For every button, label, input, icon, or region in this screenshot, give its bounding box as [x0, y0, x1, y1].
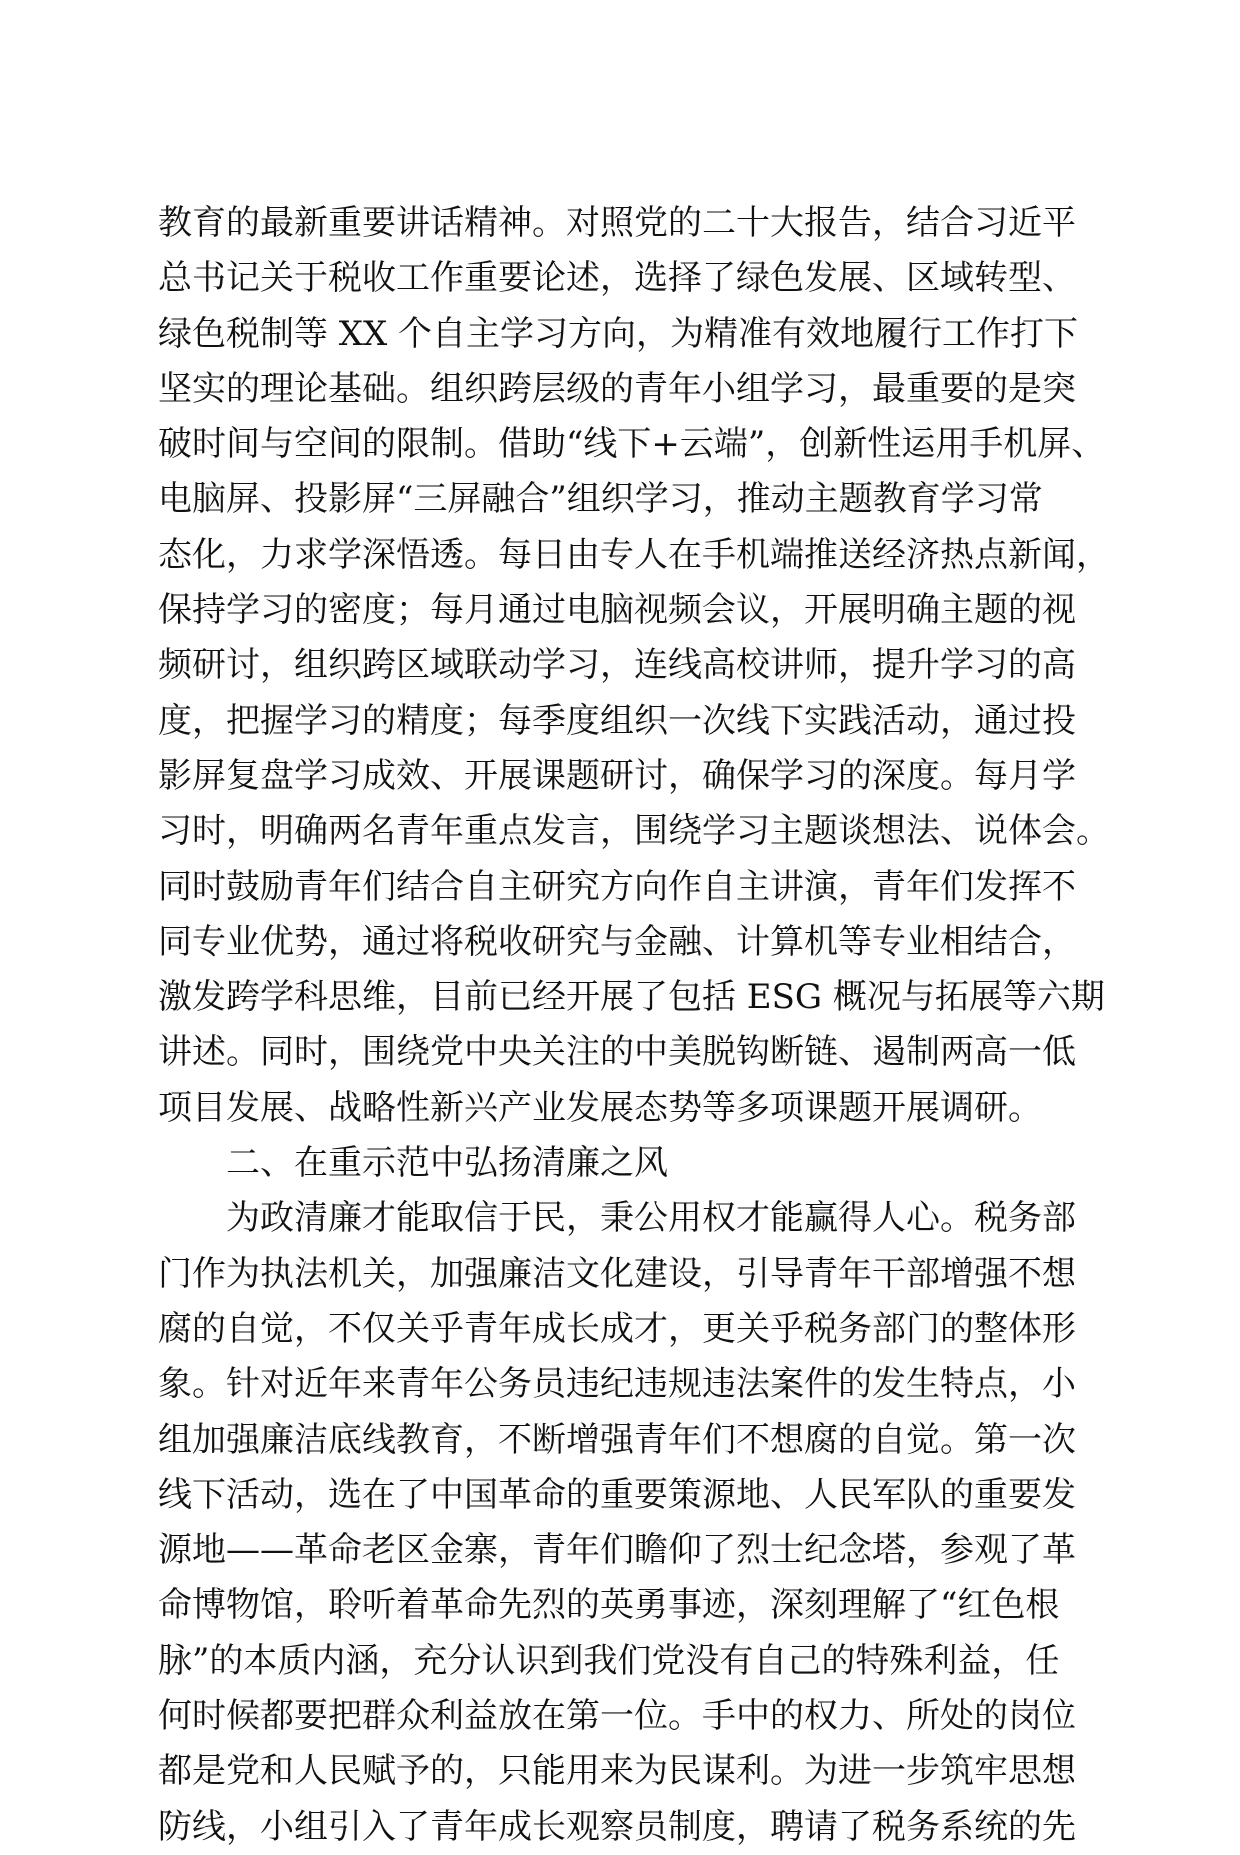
- paragraph-2: [158, 1191, 1088, 1855]
- text-line: 电脑屏、投影屏“三屏融合”组织学习，推动主题教育学习常: [158, 479, 1043, 520]
- text-line: 同专业优势，通过将税收研究与金融、计算机等专业相结合，: [158, 921, 1076, 962]
- text-line: 组加强廉洁底线教育，不断增强青年们不想腐的自觉。第一次: [158, 1419, 1076, 1460]
- text-line: 绿色税制等 XX 个自主学习方向，为精准有效地履行工作打下: [158, 313, 1079, 354]
- section-heading: 二、在重示范中弘扬清廉之风: [226, 1143, 668, 1184]
- text-line: 破时间与空间的限制。借助“线下+云端”，创新性运用手机屏、: [158, 424, 1106, 465]
- text-line: 总书记关于税收工作重要论述，选择了绿色发展、区域转型、: [158, 258, 1076, 299]
- text-line: 坚实的理论基础。组织跨层级的青年小组学习，最重要的是突: [158, 368, 1076, 409]
- text-line: 命博物馆，聆听着革命先烈的英勇事迹，深刻理解了“红色根: [158, 1585, 1060, 1626]
- text-line: 线下活动，选在了中国革命的重要策源地、人民军队的重要发: [158, 1474, 1076, 1515]
- text-line: 影屏复盘学习成效、开展课题研讨，确保学习的深度。每月学: [158, 755, 1076, 796]
- text-line: 讲述。同时，围绕党中央关注的中美脱钩断链、遏制两高一低: [158, 1032, 1076, 1073]
- text-line: 源地——革命老区金寨，青年们瞻仰了烈士纪念塔，参观了革: [158, 1530, 1076, 1571]
- text-line: 脉”的本质内涵，充分认识到我们党没有自己的特殊利益，任: [158, 1640, 1060, 1681]
- text-line: 保持学习的密度；每月通过电脑视频会议，开展明确主题的视: [158, 590, 1076, 631]
- text-line: 都是党和人民赋予的，只能用来为民谋利。为进一步筑牢思想: [158, 1751, 1076, 1792]
- text-line: 腐的自觉，不仅关乎青年成长成才，更关乎税务部门的整体形: [158, 1308, 1076, 1349]
- text-line: 为政清廉才能取信于民，秉公用权才能赢得人心。税务部: [226, 1198, 1076, 1239]
- paragraph-1: [158, 196, 1110, 1136]
- text-line: 教育的最新重要讲话精神。对照党的二十大报告，结合习近平: [158, 203, 1076, 243]
- text-line: 象。针对近年来青年公务员违纪违规违法案件的发生特点，小: [158, 1364, 1076, 1405]
- text-line: 防线，小组引入了青年成长观察员制度，聘请了税务系统的先: [158, 1806, 1076, 1847]
- text-line: 门作为执法机关，加强廉洁文化建设，引导青年干部增强不想: [158, 1253, 1076, 1294]
- text-line: 激发跨学科思维，目前已经开展了包括 ESG 概况与拓展等六期: [158, 977, 1105, 1018]
- document-body: [158, 196, 1110, 1855]
- text-line: 何时候都要把群众利益放在第一位。手中的权力、所处的岗位: [158, 1696, 1076, 1737]
- text-line: 频研讨，组织跨区域联动学习，连线高校讲师，提升学习的高: [158, 645, 1076, 686]
- text-line: 习时，明确两名青年重点发言，围绕学习主题谈想法、说体会。: [158, 811, 1110, 852]
- text-line: 度，把握学习的精度；每季度组织一次线下实践活动，通过投: [158, 700, 1076, 741]
- text-line: 同时鼓励青年们结合自主研究方向作自主讲演，青年们发挥不: [158, 866, 1076, 907]
- text-line: 态化，力求学深悟透。每日由专人在手机端推送经济热点新闻，: [158, 534, 1110, 575]
- text-line: 项目发展、战略性新兴产业发展态势等多项课题开展调研。: [158, 1087, 1042, 1128]
